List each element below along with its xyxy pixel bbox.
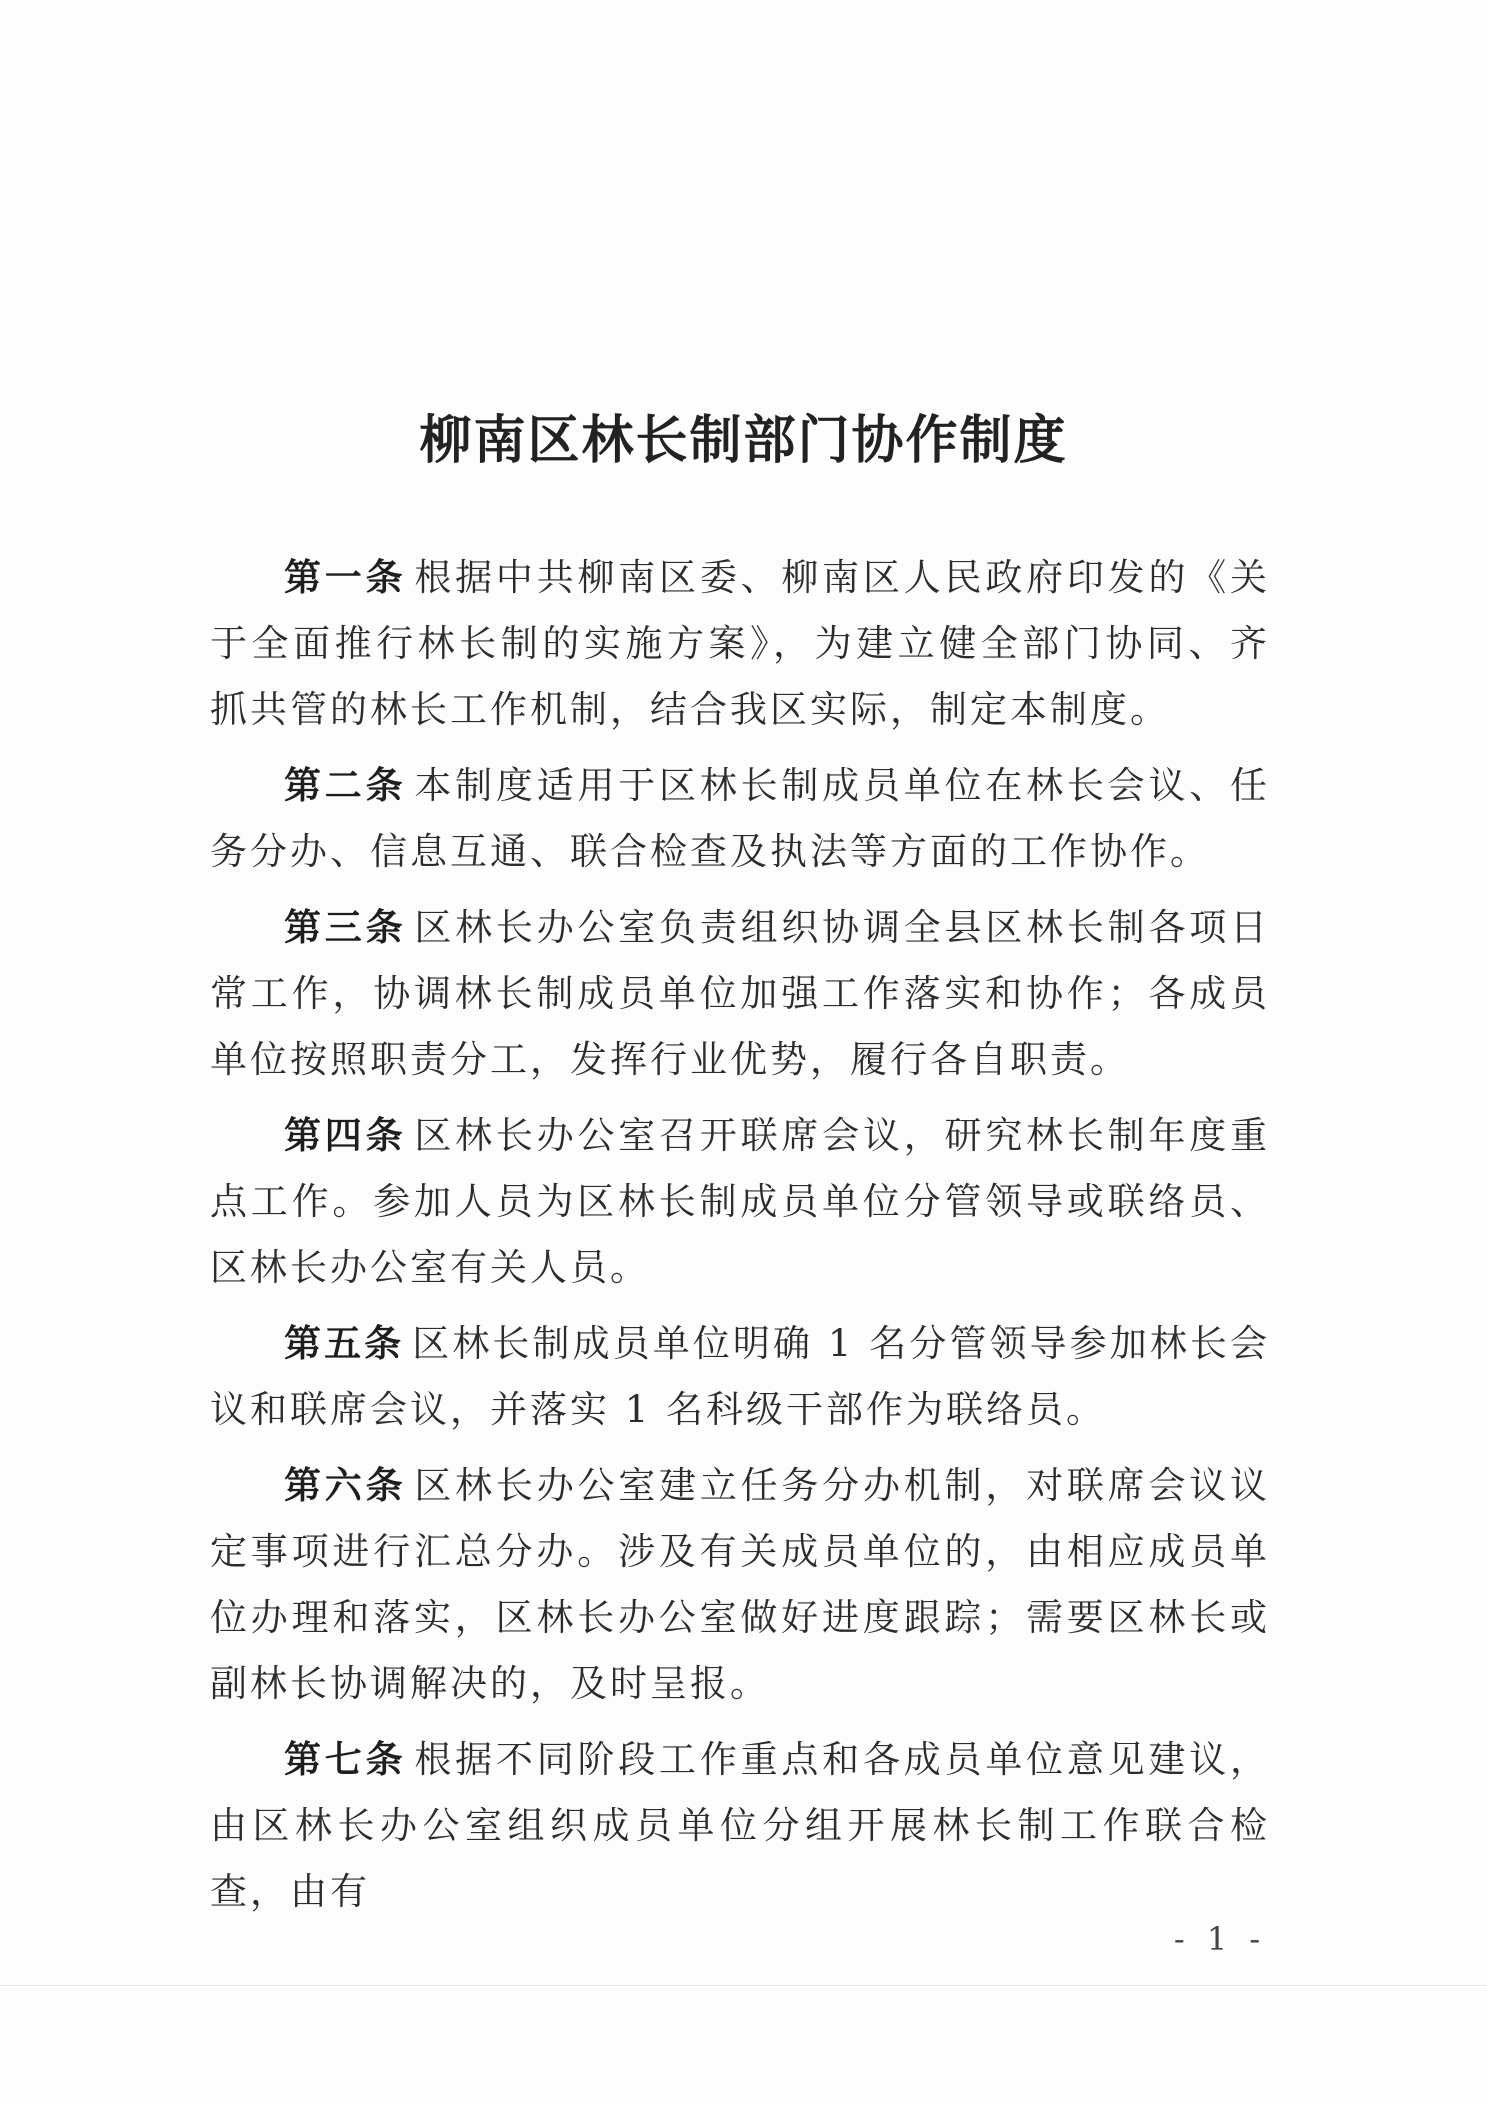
article-text: 区林长制成员单位明确 1 名分管领导参加林长会议和联席会议，并落实 1 名科级干部作为联络员。 — [210, 1322, 1271, 1431]
article-label: 第一条 — [284, 556, 407, 599]
article-label: 第四条 — [284, 1114, 407, 1157]
article-label: 第二条 — [284, 764, 407, 807]
article-text: 根据不同阶段工作重点和各成员单位意见建议，由区林长办公室组织成员单位分组开展林长制工作联合检查，由有 — [210, 1738, 1271, 1913]
article-text: 根据中共柳南区委、柳南区人民政府印发的《关于全面推行林长制的实施方案》，为建立健全部门协同、齐抓共管的林长工作机制，结合我区实际，制定本制度。 — [210, 556, 1271, 731]
article-label: 第五条 — [284, 1322, 405, 1365]
article-4 — [210, 1103, 1270, 1301]
article-label: 第六条 — [284, 1464, 407, 1507]
article-label: 第三条 — [284, 906, 407, 949]
article-text: 区林长办公室召开联席会议，研究林长制年度重点工作。参加人员为区林长制成员单位分管领导或联络员、区林长办公室有关人员。 — [210, 1114, 1271, 1289]
footer-divider — [0, 1985, 1487, 1986]
document-body — [210, 545, 1270, 1935]
article-1 — [210, 545, 1270, 743]
article-text: 区林长办公室建立任务分办机制，对联席会议议定事项进行汇总分办。涉及有关成员单位的，由相应成员单位办理和落实，区林长办公室做好进度跟踪；需要区林长或副林长协调解决的，及时呈报。 — [210, 1464, 1271, 1705]
article-text: 区林长办公室负责组织协调全县区林长制各项日常工作，协调林长制成员单位加强工作落实和协作；各成员单位按照职责分工，发挥行业优势，履行各自职责。 — [210, 906, 1271, 1081]
article-3 — [210, 895, 1270, 1093]
article-label: 第七条 — [284, 1738, 407, 1781]
article-6 — [210, 1453, 1270, 1717]
article-7 — [210, 1727, 1270, 1925]
article-2 — [210, 753, 1270, 885]
page-number: - 1 - — [1173, 1920, 1267, 1958]
article-5 — [210, 1311, 1270, 1443]
article-text: 本制度适用于区林长制成员单位在林长会议、任务分办、信息互通、联合检查及执法等方面的工作协作。 — [210, 764, 1271, 873]
document-title: 柳南区林长制部门协作制度 — [419, 411, 1068, 471]
